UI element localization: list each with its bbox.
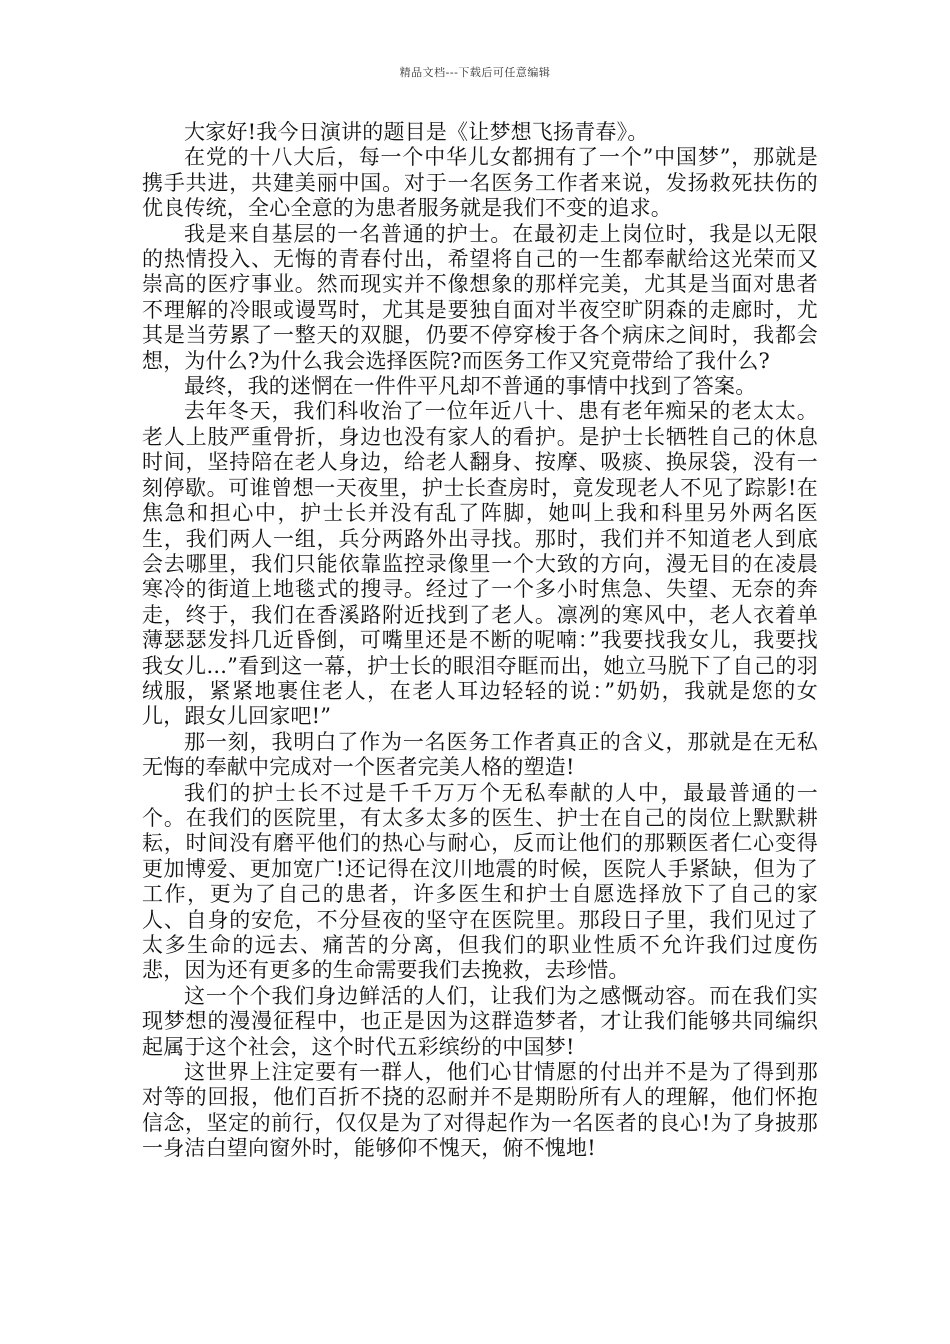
paragraph-6: 那一刻，我明白了作为一名医务工作者真正的含义，那就是在无私无悔的奉献中完成对一个医者完美人格的塑造! [142,729,818,780]
page-header: 精品文档---下载后可任意编辑 [399,66,551,79]
paragraph-9: 这世界上注定要有一群人，他们心甘情愿的付出并不是为了得到那对等的回报，他们百折不挠的忍耐并不是期盼所有人的理解，他们怀抱信念，坚定的前行，仅仅是为了对得起作为一名医者的良心!为了身披那一身洁白望向窗外时，能够仰不愧天，俯不愧地! [142,1060,818,1161]
document-body [142,120,818,1162]
paragraph-8: 这一个个我们身边鲜活的人们，让我们为之感慨动容。而在我们实现梦想的漫漫征程中，也正是因为这群造梦者，才让我们能够共同编织起属于这个社会，这个时代五彩缤纷的中国梦! [142,983,818,1059]
paragraph-7: 我们的护士长不过是千千万万个无私奉献的人中，最最普通的一个。在我们的医院里，有太多太多的医生、护士在自己的岗位上默默耕耘，时间没有磨平他们的热心与耐心，反而让他们的那颗医者仁心变得更加博爱、更加宽广!还记得在汶川地震的时候，医院人手紧缺，但为了工作，更为了自己的患者，许多医生和护士自愿选择放下了自己的家人、自身的安危，不分昼夜的坚守在医院里。那段日子里，我们见过了太多生命的远去、痛苦的分离，但我们的职业性质不允许我们过度伤悲，因为还有更多的生命需要我们去挽救，去珍惜。 [142,780,818,983]
paragraph-5: 去年冬天，我们科收治了一位年近八十、患有老年痴呆的老太太。老人上肢严重骨折，身边也没有家人的看护。是护士长牺牲自己的休息时间，坚持陪在老人身边，给老人翻身、按摩、吸痰、换尿袋，没有一刻停歇。可谁曾想一天夜里，护士长查房时，竟发现老人不见了踪影!在焦急和担心中，护士长并没有乱了阵脚，她叫上我和科里另外两名医生，我们两人一组，兵分两路外出寻找。那时，我们并不知道老人到底会去哪里，我们只能依靠监控录像里一个大致的方向，漫无目的在凌晨寒冷的街道上地毯式的搜寻。经过了一个多小时焦急、失望、无奈的奔走，终于，我们在香溪路附近找到了老人。凛冽的寒风中，老人衣着单薄瑟瑟发抖几近昏倒，可嘴里还是不断的呢喃：”我要找我女儿，我要找我女儿...”看到这一幕，护士长的眼泪夺眶而出，她立马脱下了自己的羽绒服，紧紧地裹住老人，在老人耳边轻轻的说：”奶奶，我就是您的女儿，跟女儿回家吧!” [142,399,818,729]
paragraph-3: 我是来自基层的一名普通的护士。在最初走上岗位时，我是以无限的热情投入、无悔的青春付出，希望将自己的一生都奉献给这光荣而又崇高的医疗事业。然而现实并不像想象的那样完美，尤其是当面对患者不理解的冷眼或谩骂时，尤其是要独自面对半夜空旷阴森的走廊时，尤其是当劳累了一整天的双腿，仍要不停穿梭于各个病床之间时，我都会想，为什么?为什么我会选择医院?而医务工作又究竟带给了我什么? [142,221,818,373]
paragraph-4: 最终，我的迷惘在一件件平凡却不普通的事情中找到了答案。 [184,374,757,399]
paragraph-2: 在党的十八大后，每一个中华儿女都拥有了一个”中国梦”，那就是携手共进，共建美丽中国。对于一名医务工作者来说，发扬救死扶伤的优良传统，全心全意的为患者服务就是我们不变的追求。 [142,145,818,221]
paragraph-1: 大家好!我今日演讲的题目是《让梦想飞扬青春》。 [184,120,649,144]
